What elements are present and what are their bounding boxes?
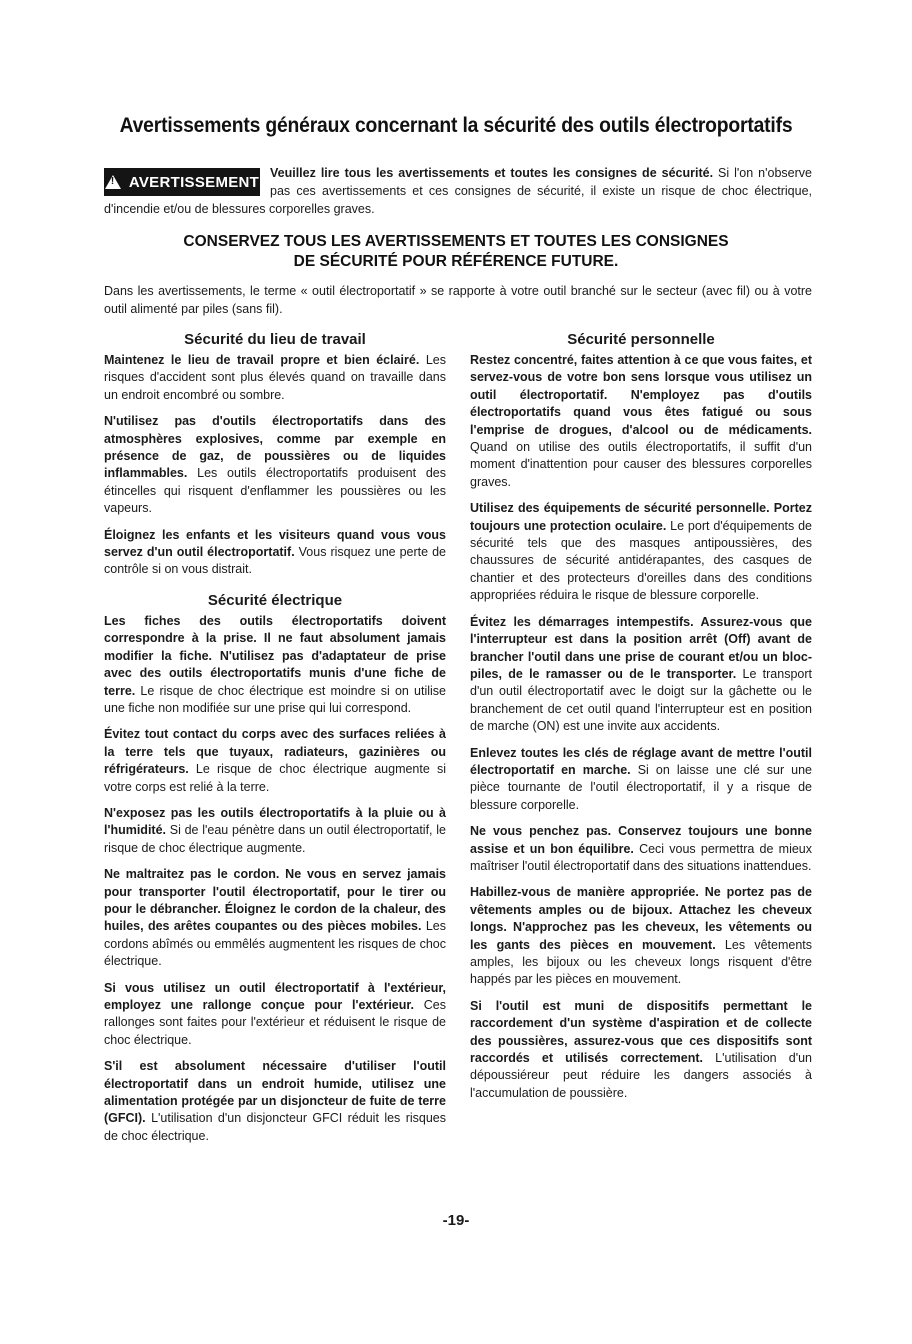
paragraph-body: Si on laisse une clé sur une pièce tournante de l'outil électroportatif, il y a risque de blessure corporelle. [470,762,813,812]
paragraph-lead: N'exposez pas les outils électroportatifs à la pluie ou à l'humidité. [104,805,446,838]
safety-paragraph [104,1058,446,1145]
paragraph-lead: S'il est absolument nécessaire d'utiliser l'outil électroportatif dans un endroit humide, utilisez une alimentation protégée par un disjoncteur de fuite de terre (GFCI). [104,1059,446,1126]
safety-paragraph [470,500,812,604]
safety-paragraph [104,613,446,717]
safety-paragraph [470,823,812,875]
safety-paragraph [104,980,446,1050]
paragraph-body: Le port d'équipements de sécurité tels que des masques antipoussières, des chaussures de sécurité antidérapantes, des casques de chantier et des protecteurs d'oreilles dans des conditions appropriées réduira le risque de blessure corporelle. [470,518,813,603]
safety-paragraph [470,745,812,815]
right-column [470,330,812,1111]
paragraph-lead: Les fiches des outils électroportatifs doivent correspondre à la prise. Il ne faut absolument jamais modifier la fiche. N'utilisez pas d'adaptateur de prise avec des outils électroportatifs munis d'une fiche de terre. [104,613,446,698]
safety-paragraph [104,413,446,517]
paragraph-lead: Évitez tout contact du corps avec des surfaces reliées à la terre tels que tuyaux, radiateurs, gazinières ou réfrigérateurs. [104,727,446,777]
paragraph-lead: Restez concentré, faites attention à ce que vous faites, et servez-vous de votre bon sens lorsque vous utilisez un outil électroportatif. N'employez pas d'outils électroportatifs quand vous êtes fatigué ou sous l'emprise de drogues, d'alcool ou de médicaments. [470,353,812,437]
paragraph-lead: Enlevez toutes les clés de réglage avant de mettre l'outil électroportatif en marche. [470,745,812,777]
warning-lead: Veuillez lire tous les avertissements et toutes les consignes de sécurité. [270,166,714,180]
paragraph-lead: Évitez les démarrages intempestifs. Assurez-vous que l'interrupteur est dans la position arrêt (Off) avant de brancher l'outil dans une prise de courant et/ou un bloc-piles, de le ramasser ou de le transporter. [470,614,812,681]
section-title-electrical: Sécurité électrique [207,591,343,609]
paragraph-lead: N'utilisez pas d'outils électroportatifs dans des atmosphères explosives, comme par exemple en présence de gaz, de poussières ou de liquides inflammables. [104,414,446,481]
paragraph-body: Ceci vous permettra de mieux maîtriser l'outil électroportatif dans des situations inattendues. [470,841,812,873]
section-title-personal: Sécurité personnelle [567,331,715,348]
paragraph-body: Les vêtements amples, les bijoux ou les cheveux longs risquent d'être happés par les pièces en mouvement. [470,937,813,987]
warning-badge [104,168,260,196]
keep-heading-line2: DE SÉCURITÉ POUR RÉFÉRENCE FUTURE. [293,253,619,270]
warning-badge-label: AVERTISSEMENT [128,173,260,191]
section-title-work-area: Sécurité du lieu de travail [184,331,366,348]
paragraph-body: Vous risquez une perte de contrôle si on vous distrait. [104,545,446,577]
paragraph-body: L'utilisation d'un disjoncteur GFCI réduit les risques de choc électrique. [104,1111,446,1143]
paragraph-lead: Maintenez le lieu de travail propre et bien éclairé. [104,353,420,367]
paragraph-lead: Habillez-vous de manière appropriée. Ne portez pas de vêtements amples ou de bijoux. Attachez les cheveux longs. N'approchez pas les cheveux, les vêtements ou les gants des pièces en mouvement. [470,885,812,952]
safety-paragraph [104,352,446,404]
safety-paragraph [470,998,812,1102]
electrical-paragraphs [104,613,446,1145]
warning-triangle-icon [105,175,121,189]
keep-instructions-heading [0,232,912,272]
safety-paragraph [104,805,446,857]
safety-paragraph [470,352,812,491]
paragraph-lead: Ne vous penchez pas. Conservez toujours une bonne assise et un bon équilibre. [470,824,812,856]
intro-paragraph: Dans les avertissements, le terme « outil électroportatif » se rapporte à votre outil branché sur le secteur (avec fil) ou à votre outil alimenté par piles (sans fil). [104,284,812,316]
page-title: Avertissements généraux concernant la sécurité des outils électroportatifs [119,114,793,137]
safety-paragraph [104,527,446,579]
paragraph-body: Les outils électroportatifs produisent des étincelles qui risquent d'enflammer les poussières ou les vapeurs. [104,466,446,516]
safety-paragraph [470,614,812,736]
keep-heading-line1: CONSERVEZ TOUS LES AVERTISSEMENTS ET TOUTES LES CONSIGNES [183,233,729,250]
personal-paragraphs [470,352,812,1102]
safety-paragraph [470,884,812,988]
paragraph-lead: Ne maltraitez pas le cordon. Ne vous en servez jamais pour transporter l'outil électroportatif, pour le tirer ou pour le débrancher. Éloignez le cordon de la chaleur, des huiles, des arêtes coupantes ou des pièces mobiles. [104,867,446,934]
paragraph-body: Quand on utilise des outils électroportatifs, il suffit d'un moment d'inattention pour causer des blessures corporelles graves. [470,440,812,489]
work-area-paragraphs [104,352,446,579]
page-number: -19- [442,1212,470,1229]
paragraph-body: Ces rallonges sont faites pour l'extérieur et réduisent le risque de choc électrique. [104,998,446,1047]
safety-paragraph [104,866,446,970]
warning-block [104,164,812,218]
paragraph-body: L'utilisation d'un dépoussiéreur peut réduire les dangers associés à l'accumulation de poussière. [470,1051,812,1100]
paragraph-body: Le risque de choc électrique augmente si votre corps est relié à la terre. [104,762,446,794]
paragraph-body: Si de l'eau pénètre dans un outil électroportatif, le risque de choc électrique augmente. [104,823,446,855]
paragraph-body: Les cordons abîmés ou emmêlés augmentent les risques de choc électrique. [104,919,446,969]
paragraph-lead: Éloignez les enfants et les visiteurs quand vous vous servez d'un outil électroportatif. [104,527,446,560]
paragraph-body: Le transport d'un outil électroportatif avec le doigt sur la gâchette ou le branchement de cet outil quand l'interrupteur est en position de marche (ON) est une invite aux accidents. [470,666,812,734]
safety-paragraph [104,726,446,796]
paragraph-lead: Utilisez des équipements de sécurité personnelle. Portez toujours une protection oculaire. [470,501,812,533]
paragraph-lead: Si vous utilisez un outil électroportatif à l'extérieur, employez une rallonge conçue pour l'extérieur. [104,980,446,1012]
warning-body: Si l'on n'observe pas ces avertissements et ces consignes de sécurité, il existe un risque de choc électrique, d'incendie et/ou de blessures corporelles graves. [104,166,812,216]
paragraph-body: Les risques d'accident sont plus élevés quand on travaille dans un endroit encombré ou sombre. [104,353,446,402]
paragraph-lead: Si l'outil est muni de dispositifs permettant le raccordement d'un système d'aspiration et de collecte des poussières, assurez-vous que ces dispositifs sont raccordés et utilisés correctement. [470,998,812,1066]
paragraph-body: Le risque de choc électrique est moindre si on utilise une fiche non modifiée sur une prise qui lui correspond. [104,683,446,715]
left-column [104,330,446,1154]
